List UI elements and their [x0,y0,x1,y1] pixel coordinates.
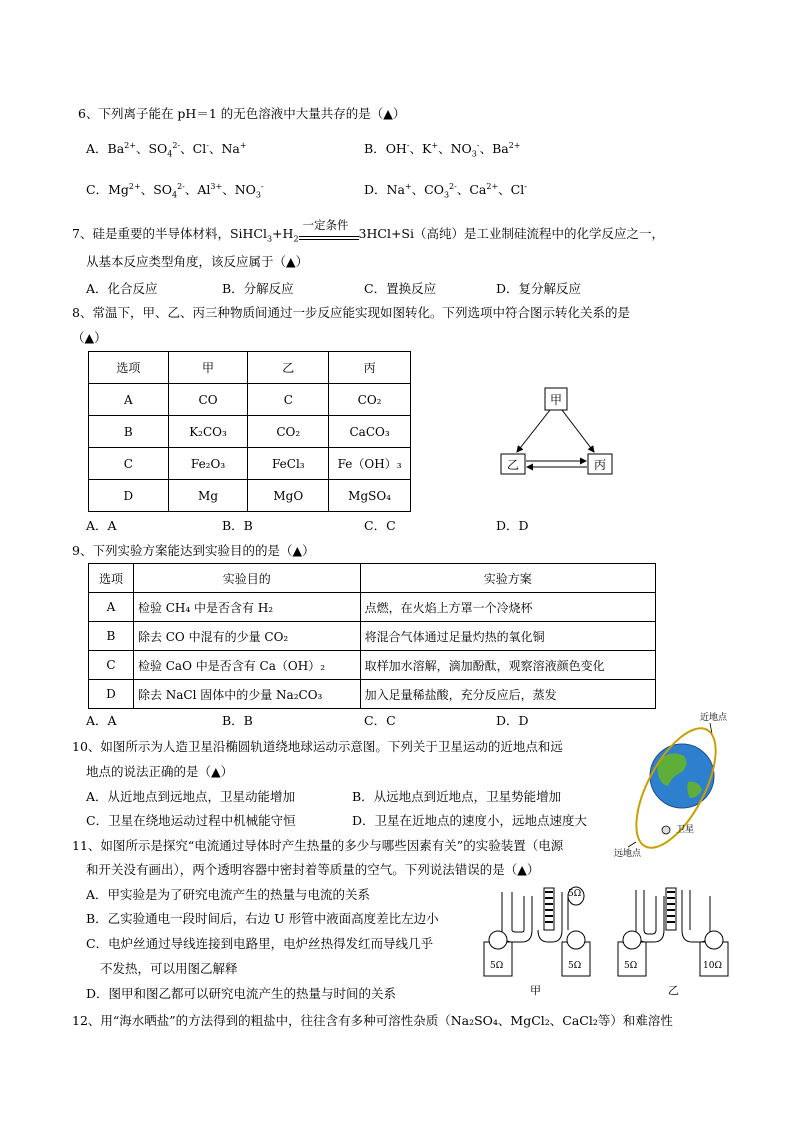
table-cell: 除去 NaCl 固体中的少量 Na₂CO₃ [133,680,360,709]
figure-label-jia: 甲 [530,984,541,997]
q8-table [88,351,411,512]
table-cell: B [89,416,169,448]
q9-table [88,563,656,709]
bulb-left [623,931,641,949]
q11-stem-line2: 和开关没有画出），两个透明容器中密封着等质量的空气。下列说法错误的是（▲） [86,862,540,877]
q9-option-a[interactable]: A．A [86,713,117,728]
table-cell: D [89,680,134,709]
q6-stem: 6、下列离子能在 pH＝1 的无色溶液中大量共存的是（▲） [78,106,406,121]
q12-stem: 12、用“海水晒盐”的方法得到的粗盐中，往往含有多种可溶性杂质（Na₂SO₄、MgCl₂、CaCl₂等）和难溶性 [72,1013,673,1028]
table-cell: Fe₂O₃ [168,448,248,480]
table-cell: A [89,384,169,416]
u-tube-body [502,896,532,942]
q8-option-b[interactable]: B．B [222,518,253,533]
table-cell: C [89,448,169,480]
satellite-label: 卫星 [676,825,695,835]
table-cell: 加入足量稀盐酸，充分反应后，蒸发 [360,680,655,709]
table-cell: 取样加水溶解，滴加酚酞，观察溶液颜色变化 [360,651,655,680]
table-cell: C [89,651,134,680]
table-cell: Mg [168,480,248,512]
satellite-icon [662,826,670,834]
table-header: 甲 [168,352,248,384]
arrow-jia-bing [562,410,594,452]
table-cell: 除去 CO 中混有的少量 CO₂ [133,622,360,651]
table-cell: 点燃，在火焰上方罩一个冷烧杯 [360,593,655,622]
q11-option-c[interactable]: C．电炉丝通过导线连接到电路里，电炉丝热得发红而导线几乎 [86,936,434,951]
table-cell: Fe（OH）₃ [329,448,411,480]
node-bing: 丙 [593,458,607,472]
q10-option-d[interactable]: D．卫星在近地点的速度小，远地点速度大 [352,813,588,828]
q9-stem: 9、下列实验方案能达到实验目的的是（▲） [72,543,315,558]
table-header: 实验方案 [360,564,655,593]
table-cell: K₂CO₃ [168,416,248,448]
q7-stem: 7、硅是重要的半导体材料，$SiHCl_3+H_2$ 一定条件 3HCl+Si（高纯）是工业制硅流程中的化学反应之一， [72,218,664,244]
conversion-diagram [490,380,620,480]
table-header-row [89,564,656,593]
table-cell: A [89,593,134,622]
figure-label-yi: 乙 [668,984,679,997]
node-yi: 乙 [506,458,520,472]
q6-option-d[interactable]: D．Na+、$CO_3^{2-}$、$Ca^{2+}$、Cl- [364,181,527,200]
q8-stem: 8、常温下，甲、乙、丙三种物质间通过一步反应能实现如图转化。下列选项中符合图示转化关系的是 [72,305,630,320]
table-row [89,480,411,512]
table-header: 选项 [89,564,134,593]
joule-heating-apparatus [478,882,740,998]
resistor-label: 5Ω [490,961,504,971]
table-cell: 检验 CaO 中是否含有 Ca（OH）₂ [133,651,360,680]
table-row [89,384,411,416]
q11-stem: 11、如图所示是探究“电流通过导体时产生热量的多少与哪些因素有关”的实验装置（电源 [72,838,564,853]
satellite-orbit-figure [614,706,742,858]
bulb-left [489,931,507,949]
q11-option-a[interactable]: A．甲实验是为了研究电流产生的热量与电流的关系 [86,887,371,902]
u-tube-left [636,890,664,942]
q10-option-b[interactable]: B．从远地点到近地点，卫星势能增加 [352,789,562,804]
table-header: 乙 [248,352,329,384]
q11-option-d[interactable]: D．图甲和图乙都可以研究电流产生的热量与时间的关系 [86,986,397,1001]
table-header: 实验目的 [133,564,360,593]
q6-option-a[interactable]: A．$Ba^{2+}$、$SO_4^{2-}$、Cl-、Na+ [86,140,247,159]
q9-option-c[interactable]: C．C [364,713,396,728]
q8-option-a[interactable]: A．A [86,518,117,533]
q6-option-c[interactable]: C．$Mg^{2+}$、$SO_4^{2-}$、$Al^{3+}$、$NO_3^-$ [86,181,264,200]
table-cell: MgO [248,480,329,512]
table-row [89,622,656,651]
q11-option-c-cont: 不发热，可以用图乙解释 [100,961,238,976]
table-row [89,651,656,680]
node-jia: 甲 [549,393,563,407]
q8-option-d[interactable]: D．D [496,518,529,533]
u-tube-right [682,890,710,942]
arrow-jia-yi [517,410,550,452]
near-point-label: 近地点 [700,713,728,723]
q7-option-a[interactable]: A．化合反应 [86,281,158,296]
table-cell: FeCl₃ [248,448,329,480]
q8-option-c[interactable]: C．C [364,518,396,533]
table-cell: CaCO₃ [329,416,411,448]
far-point-pointer [628,842,636,847]
table-cell: C [248,384,329,416]
resistor-label: 10Ω [703,961,722,971]
scale-marks [545,892,553,922]
table-row [89,680,656,709]
table-cell: CO [168,384,248,416]
reaction-condition: 一定条件 [302,218,349,232]
table-cell: MgSO₄ [329,480,411,512]
q7-option-b[interactable]: B．分解反应 [222,281,294,296]
table-cell: CO₂ [329,384,411,416]
q10-stem-line2: 地点的说法正确的是（▲） [86,764,234,779]
resistor-label: 5Ω [624,961,638,971]
table-cell: 检验 CH₄ 中是否含有 H₂ [133,593,360,622]
table-header: 丙 [329,352,411,384]
table-cell: B [89,622,134,651]
q10-option-c[interactable]: C．卫星在绕地运动过程中机械能守恒 [86,813,296,828]
far-point-label: 远地点 [614,849,642,858]
table-cell: 将混合气体通过足量灼热的氧化铜 [360,622,655,651]
q7-option-d[interactable]: D．复分解反应 [496,281,582,296]
q9-option-b[interactable]: B．B [222,713,253,728]
table-row [89,448,411,480]
u-tube-right [562,896,568,930]
u-tube-left [502,892,512,930]
q9-option-d[interactable]: D．D [496,713,529,728]
q7-stem-line2: 从基本反应类型角度，该反应属于（▲） [86,254,309,269]
apparatus-yi [618,888,728,997]
q10-stem: 10、如图所示为人造卫星沿椭圆轨道绕地球运动示意图。下列关于卫星运动的近地点和远 [72,739,563,754]
table-row [89,593,656,622]
reaction-arrow [299,218,359,242]
bulb-right [567,931,585,949]
bulb-right [705,931,723,949]
q8-stem-line2: （▲） [72,330,107,345]
q10-option-a[interactable]: A．从近地点到远地点，卫星动能增加 [86,789,296,804]
scale-marks [667,892,675,922]
q11-option-b[interactable]: B．乙实验通电一段时间后，右边 U 形管中液面高度差比左边小 [86,911,439,926]
apparatus-jia [484,887,590,997]
table-header-row [89,352,411,384]
resistor-label: 5Ω [568,889,582,899]
q7-option-c[interactable]: C．置换反应 [364,281,437,296]
table-cell: CO₂ [248,416,329,448]
resistor-label: 5Ω [568,961,582,971]
q6-option-b[interactable]: B．OH-、K+、$NO_3^-$、$Ba^{2+}$ [364,140,521,159]
table-header: 选项 [89,352,169,384]
table-cell: D [89,480,169,512]
table-row [89,416,411,448]
